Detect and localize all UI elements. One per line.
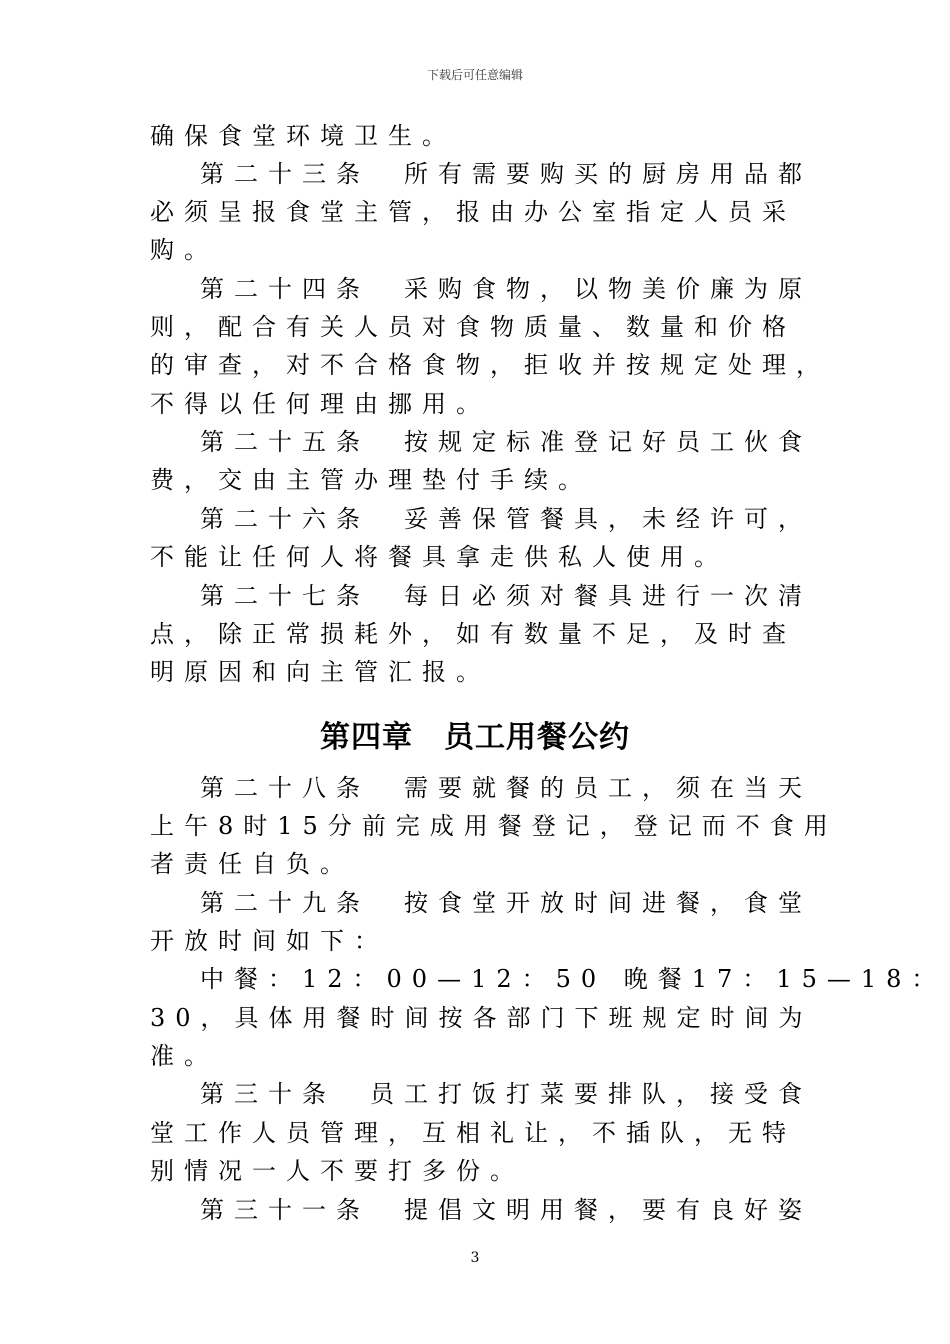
text-line: 中餐：12：00—12：50 晚餐17：15—18： <box>200 965 946 993</box>
text-line: 第二十九条 按食堂开放时间进餐，食堂 <box>200 889 812 917</box>
text-line: 不得以任何理由挪用。 <box>150 390 490 418</box>
text-line: 第三十一条 提倡文明用餐，要有良好姿 <box>200 1196 812 1224</box>
text-line: 第二十五条 按规定标准登记好员工伙食 <box>200 428 812 456</box>
text-line: 必须呈报食堂主管，报由办公室指定人员采 <box>150 198 796 226</box>
text-line: 第二十六条 妥善保管餐具，未经许可， <box>200 505 812 533</box>
text-line: 别情况一人不要打多份。 <box>150 1157 524 1185</box>
chapter-title: 第四章 员工用餐公约 <box>320 720 630 755</box>
text-line: 上午8时15分前完成用餐登记，登记而不食用 <box>150 812 838 840</box>
text-line: 第二十四条 采购食物，以物美价廉为原 <box>200 275 812 303</box>
text-line: 的审查，对不合格食物，拒收并按规定处理， <box>150 351 830 379</box>
text-line: 第二十八条 需要就餐的员工，须在当天 <box>200 774 812 802</box>
text-line: 准。 <box>150 1042 218 1070</box>
page-number: 3 <box>470 1250 480 1266</box>
text-line: 第二十三条 所有需要购买的厨房用品都 <box>200 160 812 188</box>
text-line: 费，交由主管办理垫付手续。 <box>150 466 592 494</box>
text-line: 者责任自负。 <box>150 850 354 878</box>
text-line: 明原因和向主管汇报。 <box>150 658 490 686</box>
text-line: 堂工作人员管理，互相礼让，不插队，无特 <box>150 1119 796 1147</box>
text-line: 点，除正常损耗外，如有数量不足，及时查 <box>150 620 796 648</box>
text-line: 30，具体用餐时间按各部门下班规定时间为 <box>150 1004 813 1032</box>
text-line: 购。 <box>150 236 218 264</box>
text-line: 确保食堂环境卫生。 <box>150 122 456 150</box>
text-line: 不能让任何人将餐具拿走供私人使用。 <box>150 543 728 571</box>
page-header-note: 下载后可任意编辑 <box>426 68 523 82</box>
text-line: 开放时间如下： <box>150 927 388 955</box>
text-line: 则，配合有关人员对食物质量、数量和价格 <box>150 313 796 341</box>
text-line: 第三十条 员工打饭打菜要排队，接受食 <box>200 1080 812 1108</box>
text-line: 第二十七条 每日必须对餐具进行一次清 <box>200 582 812 610</box>
